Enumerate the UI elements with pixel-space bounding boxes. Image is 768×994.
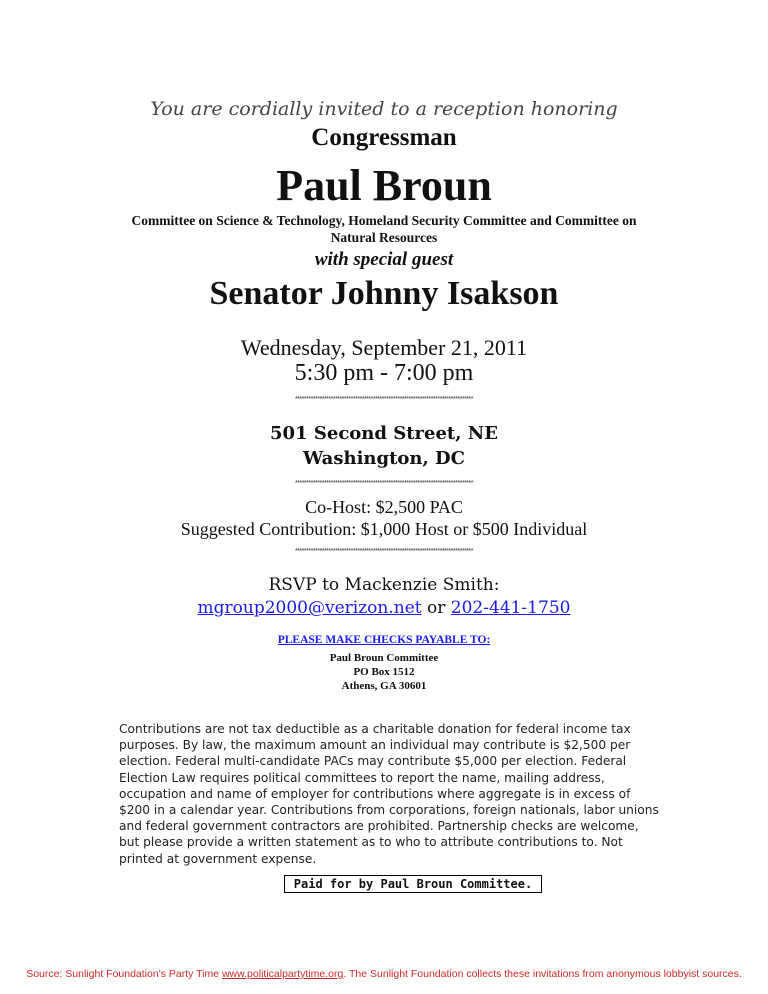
address-line-2: Washington, DC	[303, 448, 465, 469]
checks-payee: Paul Broun Committee	[329, 652, 439, 664]
event-time: 5:30 pm - 7:00 pm	[294, 360, 474, 386]
source-prefix: Source: Sunlight Foundation's Party Time	[26, 968, 222, 980]
rsvp-label: RSVP to Mackenzie Smith:	[268, 575, 500, 595]
rsvp-phone-link[interactable]: 202-441-1750	[450, 598, 571, 618]
special-guest-name: Senator Johnny Isakson	[209, 275, 559, 312]
rsvp-contact	[0, 598, 768, 618]
special-guest-intro: with special guest	[314, 249, 454, 270]
checks-city: Athens, GA 30601	[341, 680, 427, 692]
legal-disclaimer: Contributions are not tax deductible as a charitable donation for federal income tax purposes. By law, the maximum amount an individual may contribute is $2,500 per election. Federal multi-candidate PACs may contribute $5,000 per election. Federal Election Law requires political committees to report the name, mailing address, occupation and name of employer for contributions where aggregate is in excess of $200 in a calendar year. Contributions from corporations, foreign nationals, labor unions and federal government contractors are prohibited. Partnership checks are welcome, but please provide a written statement as to who to attribute contributions to. Not printed at government expense.	[119, 722, 659, 866]
committee-list: Committee on Science & Technology, Homeland Security Committee and Committee on Natural Resources	[131, 213, 637, 245]
honoree-title: Congressman	[311, 124, 457, 151]
checks-heading-text: PLEASE MAKE CHECKS PAYABLE TO:	[277, 634, 491, 646]
source-footer	[0, 968, 768, 980]
address-line-1: 501 Second Street, NE	[270, 423, 498, 444]
event-date: Wednesday, September 21, 2011	[240, 335, 528, 360]
source-suffix: . The Sunlight Foundation collects these invitations from anonymous lobbyist sources.	[343, 968, 742, 980]
cohost-contribution: Co-Host: $2,500 PAC	[305, 497, 463, 517]
honoree-name: Paul Broun	[276, 161, 492, 210]
paid-for-notice: Paid for by Paul Broun Committee.	[284, 875, 542, 893]
rsvp-email-link[interactable]: mgroup2000@verizon.net	[197, 598, 422, 618]
checks-po-box: PO Box 1512	[353, 666, 415, 678]
divider-3: ********************************************************************************	[295, 548, 473, 555]
suggested-contribution: Suggested Contribution: $1,000 Host or $500 Individual	[180, 519, 588, 539]
divider-2: ********************************************************************************	[295, 480, 473, 487]
source-link[interactable]: www.politicalpartytime.org	[221, 968, 344, 980]
divider-1: ********************************************************************************	[295, 396, 473, 403]
checks-address	[0, 651, 768, 693]
checks-heading	[0, 634, 768, 646]
rsvp-or: or	[427, 598, 446, 618]
invitation-intro: You are cordially invited to a reception honoring	[150, 98, 618, 120]
